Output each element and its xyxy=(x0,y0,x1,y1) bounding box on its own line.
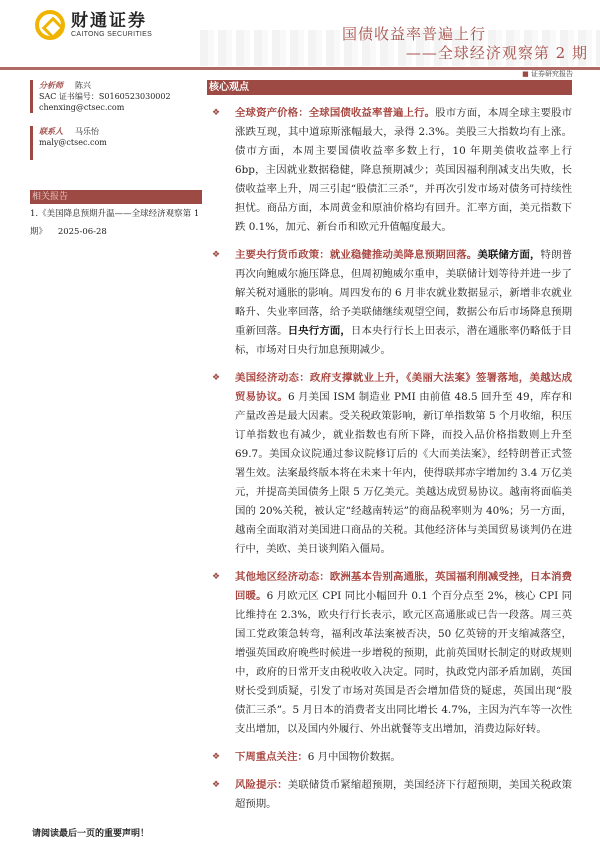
core-point-other-regions xyxy=(212,568,572,739)
logo-text-cn: 财通证券 xyxy=(71,10,147,31)
core-point-us-economy xyxy=(212,369,572,559)
related-report-item[interactable] xyxy=(30,204,202,241)
point-heading: 其他地区经济动态：欧洲基本告别高通胀，英国福利削减受挫，日本消费回暖。 xyxy=(235,571,572,602)
logo-text-en: CAITONG SECURITIES xyxy=(71,30,153,38)
point-body: 日本央行行长上田表示，潜在通胀率仍略低于目标，市场对日央行加息预期减少。 xyxy=(235,325,573,356)
point-heading: 下周重点关注： xyxy=(235,751,308,763)
point-body: 6 月欧元区 CPI 同比小幅回升 0.1 个百分点至 2%，核心 CPI 同比维持在 2.3%，欧央行行长表示，欧元区高通胀或已告一段落。周三英国工党政策急转弯，福利改革法案被否决，50 亿英镑的开支缩减落空，增强英国政府晚些时候进一步增税的预期，此前英国财长制定的财政规则中，政府的日常开支由税收收入决定。同时，执政党内部矛盾加剧，英国财长受到质疑，引发了市场对英国是否会增加借贷的疑虑，英国出现“股债汇三杀”。5 月日本的消费者支出同比增长 4.7%，主因为汽车等一次性支出增加，以及国内外履行、外出就餐等支出增加，消费边际好转。 xyxy=(235,590,573,735)
point-heading: 美国经济动态：政府支撑就业上升，《美丽大法案》签署落地，美越达成贸易协议。 xyxy=(235,372,572,403)
point-heading: 主要央行货币政策：就业稳健推动美降息预期回落。 xyxy=(235,249,478,261)
title-line-1: 国债收益率普遍上行 xyxy=(341,25,486,43)
bullet-icon: ❖ xyxy=(212,780,221,790)
contact-email[interactable]: maly@ctsec.com xyxy=(39,138,107,147)
bullet-icon: ❖ xyxy=(212,108,221,118)
core-view-section xyxy=(207,80,572,814)
title-line-2: ——全球经济观察第 2 期 xyxy=(405,44,588,62)
bullet-icon: ❖ xyxy=(212,373,221,383)
analyst-label: 分析师 xyxy=(39,80,63,90)
point-body: 股市方面，本周全球主要股市涨跌互现，其中道琼斯涨幅最大，录得 2.3%。美股三大指数均有上涨。债市方面，本周主要国债收益率多数上行，10 年期美债收益率上行 6bp，主因就业数据稳健，降息预期减少；英国因福利削减支出失败，长债收益率上升，周三引起“股债汇三杀”，并再次引发市场对债务可持续性担忧。商品方面，本周黄金和原油价格均有回升。汇率方面，美元指数下跌 0.1%，加元、新台币和欧元升值幅度最大。 xyxy=(235,107,573,233)
company-logo xyxy=(35,10,152,40)
sidebar xyxy=(30,80,202,241)
analyst-name: 陈兴 xyxy=(75,81,91,90)
point-body: 6 月美国 ISM 制造业 PMI 由前值 48.5 回升至 49，库存和产量改善是最大因素。受关税政策影响，新订单指数第 5 个月收缩，积压订单指数也有减少，就业指数也有所下降，而投入品价格指数则上升至 69.7。美国众议院通过参议院修订后的《大而美法案》，经特朗普正式签署生效。法案最终版本将在未来十年内，使得联邦赤字增加约 3.4 万亿美元，并提高美国债务上限 5 万亿美元。美越达成贸易协议。越南将面临美国的 20%关税，被认定“经越南转运”的商品税率则为 40%；另一方面，越南全面取消对美国进口商品的关税。其他经济体与美国贸易谈判仍在进行中，美欧、美日谈判陷入僵局。 xyxy=(235,391,572,555)
contact-label: 联系人 xyxy=(39,126,63,136)
related-report-title[interactable]: 1.《美国降息预期升温——全球经济观察第 1 期》 xyxy=(30,209,200,237)
core-point-asset-prices xyxy=(212,104,572,237)
core-view-heading: 核心观点 xyxy=(207,80,572,95)
report-header xyxy=(0,0,600,78)
report-title xyxy=(342,25,588,63)
logo-icon xyxy=(35,10,65,40)
bullet-icon: ❖ xyxy=(212,572,221,582)
header-divider xyxy=(0,67,600,70)
core-point-central-banks xyxy=(212,246,572,360)
related-report-date: 2025-06-28 xyxy=(57,227,107,237)
related-reports-heading: 相关报告 xyxy=(30,190,202,204)
analyst-block xyxy=(30,80,202,113)
bullet-icon: ❖ xyxy=(212,250,221,260)
analyst-email[interactable]: chenxing@ctsec.com xyxy=(39,103,125,112)
contact-name: 马乐怡 xyxy=(75,127,99,136)
core-point-next-week xyxy=(212,748,572,767)
footer-disclaimer: 请阅读最后一页的重要声明！ xyxy=(32,829,150,839)
report-type: ■ 证券研究报告 xyxy=(522,70,573,79)
analyst-sac: SAC 证书编号：S0160523030002 xyxy=(39,92,171,101)
point-subheading-boj: 日央行方面， xyxy=(287,325,351,337)
point-body: 6 月中国物价数据。 xyxy=(307,751,401,763)
point-heading: 风险提示： xyxy=(235,779,288,791)
bullet-icon: ❖ xyxy=(212,752,221,762)
point-heading: 全球资产价格：全球国债收益率普遍上行。 xyxy=(235,107,436,119)
core-point-risks xyxy=(212,776,572,814)
point-body: 美联储货币紧缩超预期，美国经济下行超预期，美国关税政策超预期。 xyxy=(235,779,573,810)
point-subheading-fed: 美联储方面， xyxy=(477,249,541,261)
point-body: 特朗普再次向鲍威尔施压降息，但周初鲍威尔重申，美联储计划等待并进一步了解关税对通胀的影响。周四发布的 6 月非农就业数据显示，新增非农就业略升、失业率回落，给予美联储继续观望空间，数据公布后市场降息预期重新回落。 xyxy=(235,249,573,337)
contact-block xyxy=(30,126,202,160)
